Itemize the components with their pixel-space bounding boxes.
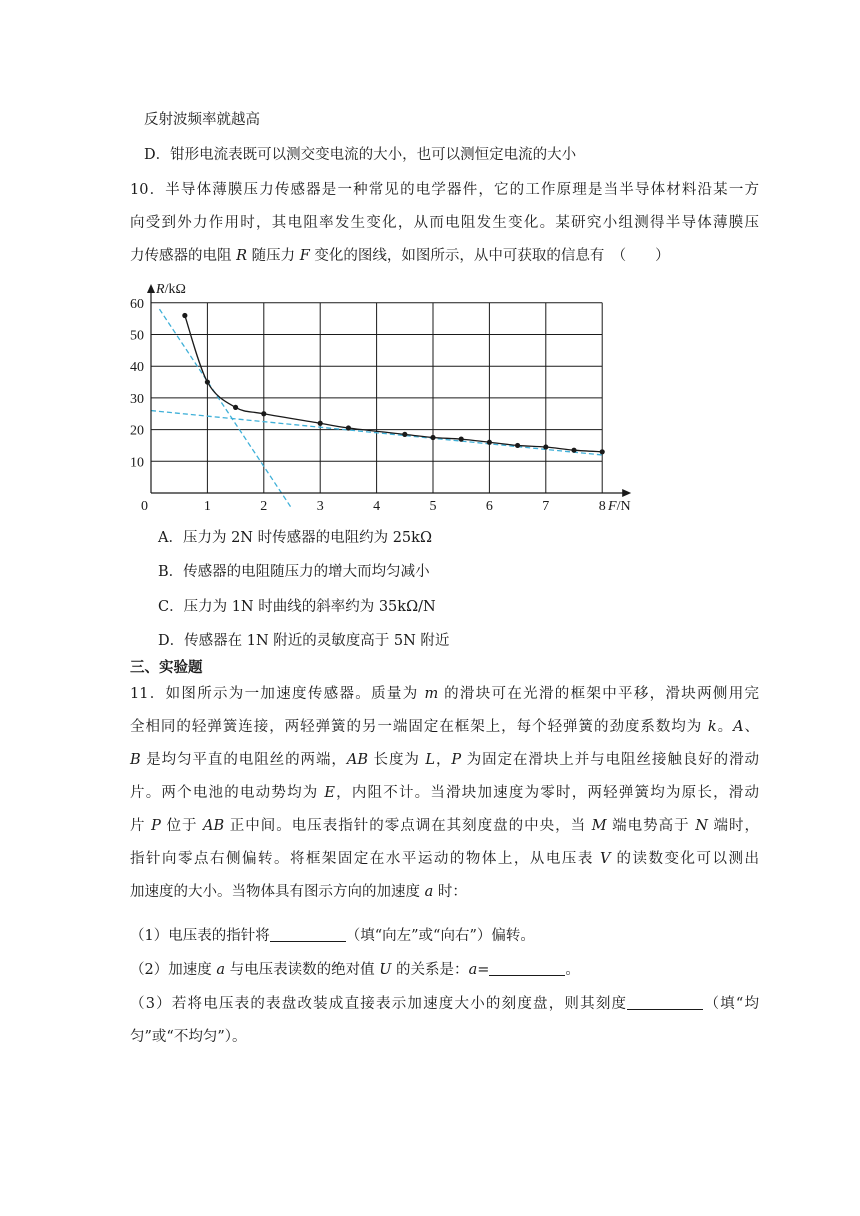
x-tick-label: 7 <box>542 499 550 514</box>
q10-option-c: C．压力为 1N 时曲线的斜率约为 35kΩ/N <box>158 599 436 615</box>
q10-option-a: A．压力为 2N 时传感器的电阻约为 25kΩ <box>158 530 432 546</box>
y-tick-label: 10 <box>130 455 144 471</box>
x-tick-label: 3 <box>316 499 324 514</box>
x-tick-label: 2 <box>260 499 268 514</box>
q11-sub1: （1）电压表的指针将 （填“向左”或“向右”）偏转。 <box>130 928 535 944</box>
origin-label: 0 <box>141 499 148 514</box>
q10-text-line1: 10．半导体薄膜压力传感器是一种常见的电学器件，它的工作原理是当半导体材料沿某一方 <box>130 182 759 198</box>
q11-sub2: （2）加速度 a 与电压表读数的绝对值 U 的关系是：a= 。 <box>130 962 580 978</box>
x-tick-label: 6 <box>485 499 493 514</box>
q10-option-d: D．传感器在 1N 附近的灵敏度高于 5N 附近 <box>158 633 450 649</box>
data-point <box>402 432 407 437</box>
q11-text-line4: 片。两个电池的电动势均为 E，内阻不计。当滑块加速度为零时，两轻弹簧均为原长，滑动 <box>130 785 760 801</box>
y-tick-label: 20 <box>130 423 144 439</box>
data-point <box>233 405 238 410</box>
x-tick-label: 4 <box>373 499 381 514</box>
q10-text-line2: 向受到外力作用时，其电阻率发生变化，从而电阻发生变化。某研究小组测得半导体薄膜压 <box>130 215 759 231</box>
q11-text-line5: 片 P 位于 AB 正中间。电压表指针的零点调在其刻度盘的中央，当 M 端电势高于 N 端时， <box>130 818 760 834</box>
q10-text-line3: 力传感器的电阻 R 随压力 F 变化的图线，如图所示，从中可获取的信息有 （ ） <box>130 248 670 264</box>
q11-text-line7: 加速度的大小。当物体具有图示方向的加速度 a 时： <box>130 884 467 900</box>
x-tick-label: 5 <box>429 499 437 514</box>
q11-text-line6: 指针向零点右侧偏转。将框架固定在水平运动的物体上，从电压表 V 的读数变化可以测出 <box>130 851 759 867</box>
data-point <box>459 437 464 442</box>
y-tick-label: 60 <box>130 296 144 312</box>
chart-axes <box>147 284 631 497</box>
fitted-curve <box>185 315 602 451</box>
data-point <box>318 421 323 426</box>
data-point <box>600 449 605 454</box>
y-tick-label: 50 <box>130 328 144 344</box>
y-axis-label: R/kΩ <box>156 282 186 297</box>
data-point <box>205 379 210 384</box>
q9-option-d: D．钳形电流表既可以测交变电流的大小，也可以测恒定电流的大小 <box>144 147 577 163</box>
data-point <box>515 443 520 448</box>
data-point <box>543 444 548 449</box>
data-point <box>261 411 266 416</box>
tangent-line <box>159 309 292 509</box>
q11-text-line1: 11．如图所示为一加速度传感器。质量为 m 的滑块可在光滑的框架中平移，滑块两侧用完 <box>130 686 760 702</box>
data-point <box>430 435 435 440</box>
x-tick-label: 1 <box>203 499 211 514</box>
data-point <box>571 448 576 453</box>
data-point <box>487 440 492 445</box>
answer-blank-2[interactable] <box>489 960 565 976</box>
x-axis-arrow <box>622 489 631 497</box>
resistance-force-chart <box>120 278 660 518</box>
y-tick-label: 40 <box>130 360 144 376</box>
y-tick-label: 30 <box>130 391 144 407</box>
data-point <box>182 313 187 318</box>
data-point <box>346 425 351 430</box>
chart-tick-labels <box>130 297 606 514</box>
q11-text-line3: B 是均匀平直的电阻丝的两端，AB 长度为 L，P 为固定在滑块上并与电阻丝接触良好的滑动 <box>130 752 760 768</box>
chart-curve <box>185 315 602 451</box>
x-tick-label: 8 <box>598 499 606 514</box>
q10-option-b: B．传感器的电阻随压力的增大而均匀减小 <box>158 564 430 580</box>
q11-text-line2: 全相同的轻弹簧连接，两轻弹簧的另一端固定在框架上，每个轻弹簧的劲度系数均为 k。A、 <box>130 719 760 735</box>
q9-continuation: 反射波频率就越高 <box>144 112 260 128</box>
section-heading: 三、实验题 <box>130 660 203 676</box>
q11-sub3-cont: 匀”或“不均匀”）。 <box>130 1029 247 1045</box>
q11-sub3: （3）若将电压表的表盘改装成直接表示加速度大小的刻度盘，则其刻度 （填“均 <box>130 996 759 1012</box>
y-axis-arrow <box>147 284 155 293</box>
answer-blank-1[interactable] <box>270 926 346 942</box>
x-axis-label: F/N <box>608 499 631 514</box>
answer-blank-3[interactable] <box>627 994 703 1010</box>
